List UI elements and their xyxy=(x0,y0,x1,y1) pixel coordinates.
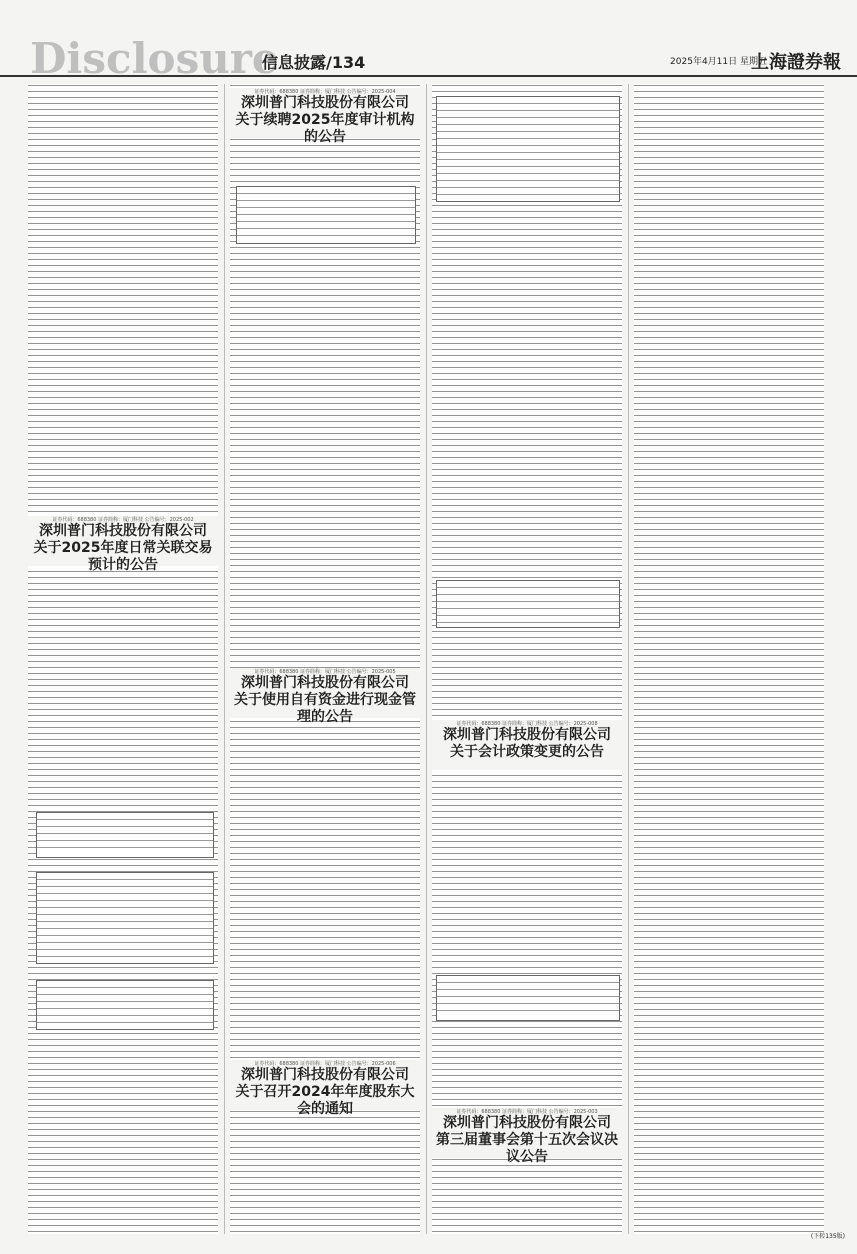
announcement-title: 关于使用自有资金进行现金管理的公告 xyxy=(234,692,416,725)
issue-date: 2025年4月11日 星期五 xyxy=(670,57,767,67)
company-name: 深圳普门科技股份有限公司 xyxy=(443,1115,611,1131)
text-column-4 xyxy=(634,84,824,1234)
announcement-heading xyxy=(432,1108,622,1165)
data-table xyxy=(36,812,214,858)
announcement-title: 关于2025年度日常关联交易预计的公告 xyxy=(33,540,213,573)
column-divider xyxy=(224,84,225,1234)
announcement-title: 关于召开2024年年度股东大会的通知 xyxy=(235,1084,415,1117)
announcement-meta: 证券代码：688380 证券简称：厦门科技 公告编号：2025-005 xyxy=(254,669,396,675)
data-table xyxy=(436,975,620,1021)
announcement-meta: 证券代码：688380 证券简称：厦门科技 公告编号：2025-006 xyxy=(254,1061,396,1067)
announcement-meta: 证券代码：688380 证券简称：厦门科技 公告编号：2025-002 xyxy=(52,517,194,523)
announcement-heading xyxy=(230,88,420,145)
announcement-heading xyxy=(230,1060,420,1117)
company-name: 深圳普门科技股份有限公司 xyxy=(241,1067,409,1083)
data-table xyxy=(236,186,416,244)
company-name: 深圳普门科技股份有限公司 xyxy=(443,727,611,743)
text-column-1 xyxy=(28,84,218,1234)
announcement-title: 第三届董事会第十五次会议决议公告 xyxy=(436,1132,618,1165)
announcement-title: 关于续聘2025年度审计机构的公告 xyxy=(235,112,415,145)
data-table xyxy=(36,872,214,964)
column-divider xyxy=(426,84,427,1234)
section-title: 信息披露/134 xyxy=(262,53,366,72)
announcement-heading xyxy=(432,720,622,770)
announcement-meta: 证券代码：688380 证券简称：厦门科技 公告编号：2025-008 xyxy=(456,721,598,727)
company-name: 深圳普门科技股份有限公司 xyxy=(241,95,409,111)
newspaper-name: 上海證券報 xyxy=(751,52,841,73)
announcement-meta: 证券代码：688380 证券简称：厦门科技 公告编号：2025-004 xyxy=(254,89,396,95)
data-table xyxy=(436,580,620,628)
column-divider xyxy=(628,84,629,1234)
page-header xyxy=(0,0,857,83)
announcement-heading xyxy=(230,668,420,725)
data-table xyxy=(36,980,214,1030)
announcement-heading xyxy=(28,516,218,573)
announcement-meta: 证券代码：688380 证券简称：厦门科技 公告编号：2025-003 xyxy=(456,1109,598,1115)
text-column-3 xyxy=(432,84,622,1234)
company-name: 深圳普门科技股份有限公司 xyxy=(39,523,207,539)
data-table xyxy=(436,96,620,202)
brand-title: Disclosure xyxy=(30,34,279,83)
announcement-title: 关于会计政策变更的公告 xyxy=(450,744,604,760)
continued-note: (下转135版) xyxy=(810,1233,845,1240)
company-name: 深圳普门科技股份有限公司 xyxy=(241,675,409,691)
